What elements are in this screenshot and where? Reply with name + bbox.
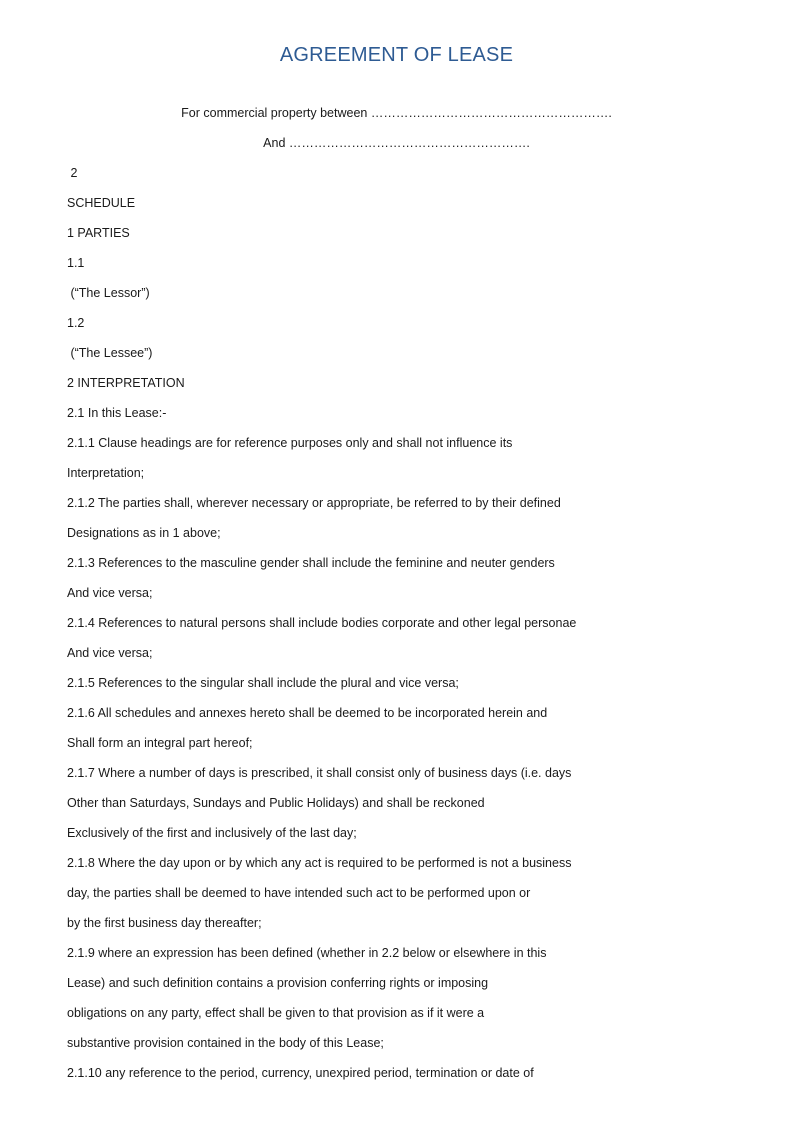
document-line: 2.1.4 References to natural persons shall include bodies corporate and other legal personae [67,616,577,630]
document-line: SCHEDULE [67,196,136,210]
document-title: AGREEMENT OF LEASE [279,44,514,66]
document-line: by the first business day thereafter; [67,916,262,930]
document-line: 1 PARTIES [67,226,130,240]
document-line: And vice versa; [67,646,153,660]
document-line: 2 INTERPRETATION [67,376,185,390]
document-line: Exclusively of the first and inclusively of the last day; [67,826,357,840]
document-line: substantive provision contained in the body of this Lease; [67,1036,384,1050]
document-line: Shall form an integral part hereof; [67,736,253,750]
document-line: 2.1 In this Lease:- [67,406,167,420]
document-line: 2.1.3 References to the masculine gender shall include the feminine and neuter genders [67,556,555,570]
document-line: 2.1.9 where an expression has been defined (whether in 2.2 below or elsewhere in this [67,946,547,960]
document-line: 1.2 [67,316,85,330]
document-line: 2.1.5 References to the singular shall include the plural and vice versa; [67,676,459,690]
document-line: 2.1.6 All schedules and annexes hereto shall be deemed to be incorporated herein and [67,706,548,720]
document-line: 2.1.10 any reference to the period, currency, unexpired period, termination or date of [67,1066,534,1080]
document-line: Interpretation; [67,466,145,480]
document-line: obligations on any party, effect shall be given to that provision as if it were a [67,1006,485,1020]
subtitle-line-2: And …………………………………………………. [263,136,530,150]
document-line: 2.1.1 Clause headings are for reference purposes only and shall not influence its [67,436,513,450]
document-line: Designations as in 1 above; [67,526,221,540]
document-line: Lease) and such definition contains a provision conferring rights or imposing [67,976,489,990]
subtitle-line-1: For commercial property between …………………………………………………. [181,106,612,120]
document-line: And vice versa; [67,586,153,600]
document-line: (“The Lessee”) [67,346,153,360]
document-line: 1.1 [67,256,85,270]
document-line: 2.1.2 The parties shall, wherever necessary or appropriate, be referred to by their defined [67,496,561,510]
document-line: 2.1.7 Where a number of days is prescribed, it shall consist only of business days (i.e. days [67,766,572,780]
document-body [67,164,747,1094]
document-line: 2 [67,166,78,180]
document-line: Other than Saturdays, Sundays and Public Holidays) and shall be reckoned [67,796,485,810]
document-line: (“The Lessor”) [67,286,150,300]
document-line: 2.1.8 Where the day upon or by which any act is required to be performed is not a business [67,856,572,870]
document-line: day, the parties shall be deemed to have intended such act to be performed upon or [67,886,531,900]
